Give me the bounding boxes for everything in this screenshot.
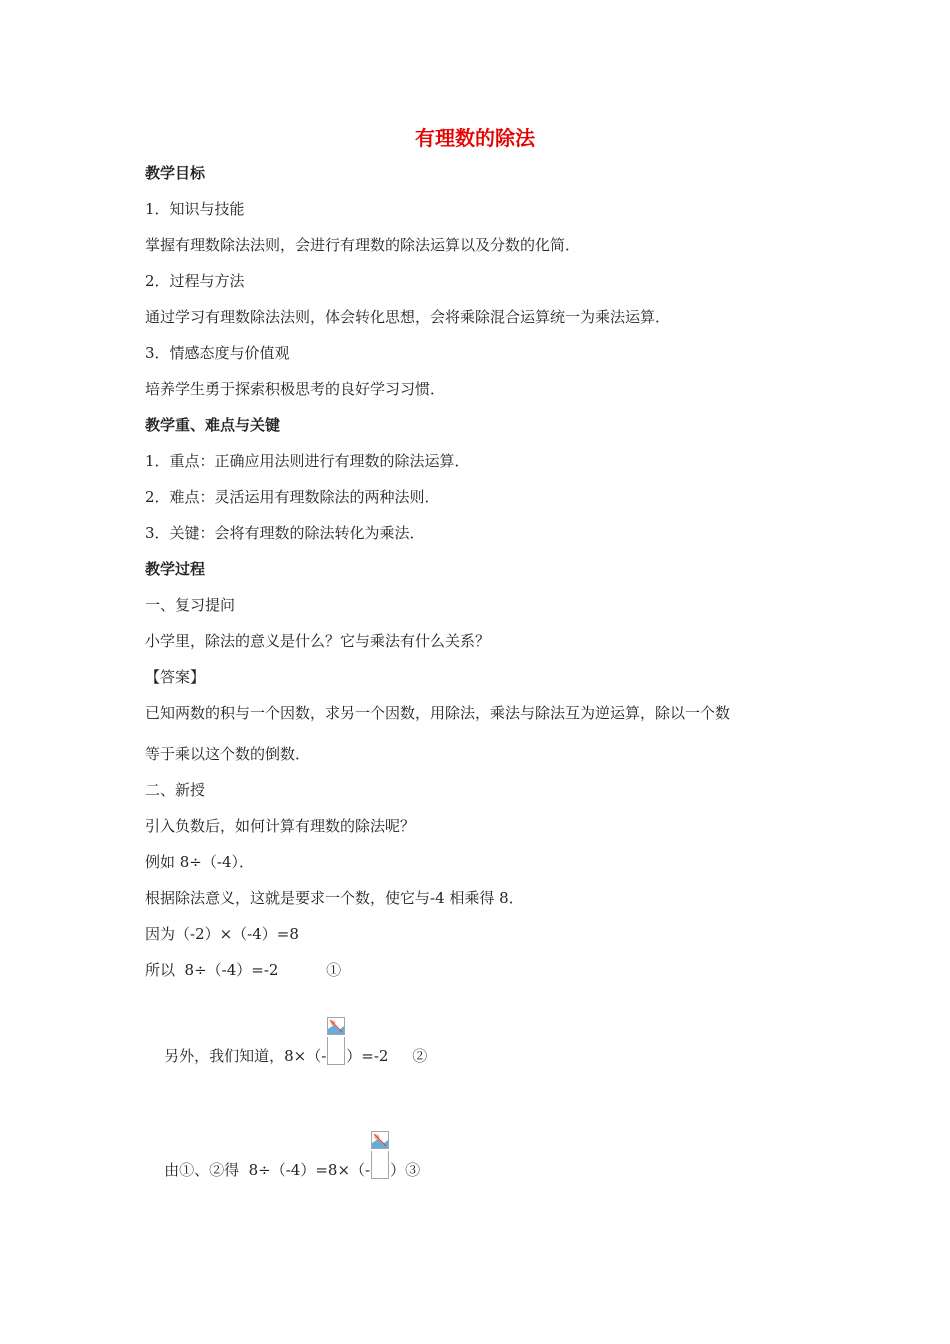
also-suffix: ）=-2 ②: [346, 1047, 428, 1065]
image-frame: [327, 1037, 345, 1065]
review-question: 小学里，除法的意义是什么？它与乘法有什么关系？: [145, 632, 491, 650]
focus-difficulty: 2．难点：灵活运用有理数除法的两种法则．: [145, 488, 440, 506]
from-prefix: 由①、②得 8÷（-4）=8×（-: [164, 1161, 371, 1179]
focus-key-point: 1．重点：正确应用法则进行有理数的除法运算．: [145, 452, 470, 470]
answer-line-1: 已知两数的积与一个因数，求另一个因数，用除法，乘法与除法互为逆运算，除以一个数: [145, 704, 731, 722]
new-label: 二、新授: [145, 781, 206, 799]
example-line: 例如 8÷（-4）．: [145, 853, 254, 871]
goals-heading: 教学目标: [145, 164, 206, 182]
answer-label: 【答案】: [145, 668, 206, 686]
so-line: 所以 8÷（-4）=-2 ①: [145, 961, 342, 979]
focus-crux: 3．关键：会将有理数的除法转化为乘法．: [145, 524, 425, 542]
review-label: 一、复习提问: [145, 596, 236, 614]
goal2-text: 通过学习有理数除法法则，体会转化思想，会将乘除混合运算统一为乘法运算．: [145, 308, 671, 326]
broken-image-icon: [371, 1131, 389, 1149]
also-line: [145, 1026, 427, 1086]
fraction-image: [327, 1017, 345, 1065]
goal1-label: 1．知识与技能: [145, 200, 245, 218]
because-line: 因为（-2）×（-4）=8: [145, 925, 299, 943]
also-prefix: 另外，我们知道，8×（-: [164, 1047, 327, 1065]
image-frame: [371, 1151, 389, 1179]
goal2-label: 2．过程与方法: [145, 272, 245, 290]
fraction-image: [371, 1131, 389, 1179]
from-suffix: ）③: [390, 1161, 421, 1179]
new-intro: 引入负数后，如何计算有理数的除法呢？: [145, 817, 416, 835]
broken-image-icon: [327, 1017, 345, 1035]
from-line: [145, 1111, 420, 1200]
goal3-text: 培养学生勇于探索积极思考的良好学习习惯．: [145, 380, 446, 398]
meaning-line: 根据除法意义，这就是要求一个数，使它与-4 相乘得 8．: [145, 889, 524, 907]
page-title: 有理数的除法: [415, 126, 535, 150]
process-heading: 教学过程: [145, 560, 206, 578]
goal1-text: 掌握有理数除法法则，会进行有理数的除法运算以及分数的化简．: [145, 236, 581, 254]
answer-line-2: 等于乘以这个数的倒数．: [145, 745, 311, 763]
goal3-label: 3．情感态度与价值观: [145, 344, 290, 362]
focus-heading: 教学重、难点与关键: [145, 416, 281, 434]
